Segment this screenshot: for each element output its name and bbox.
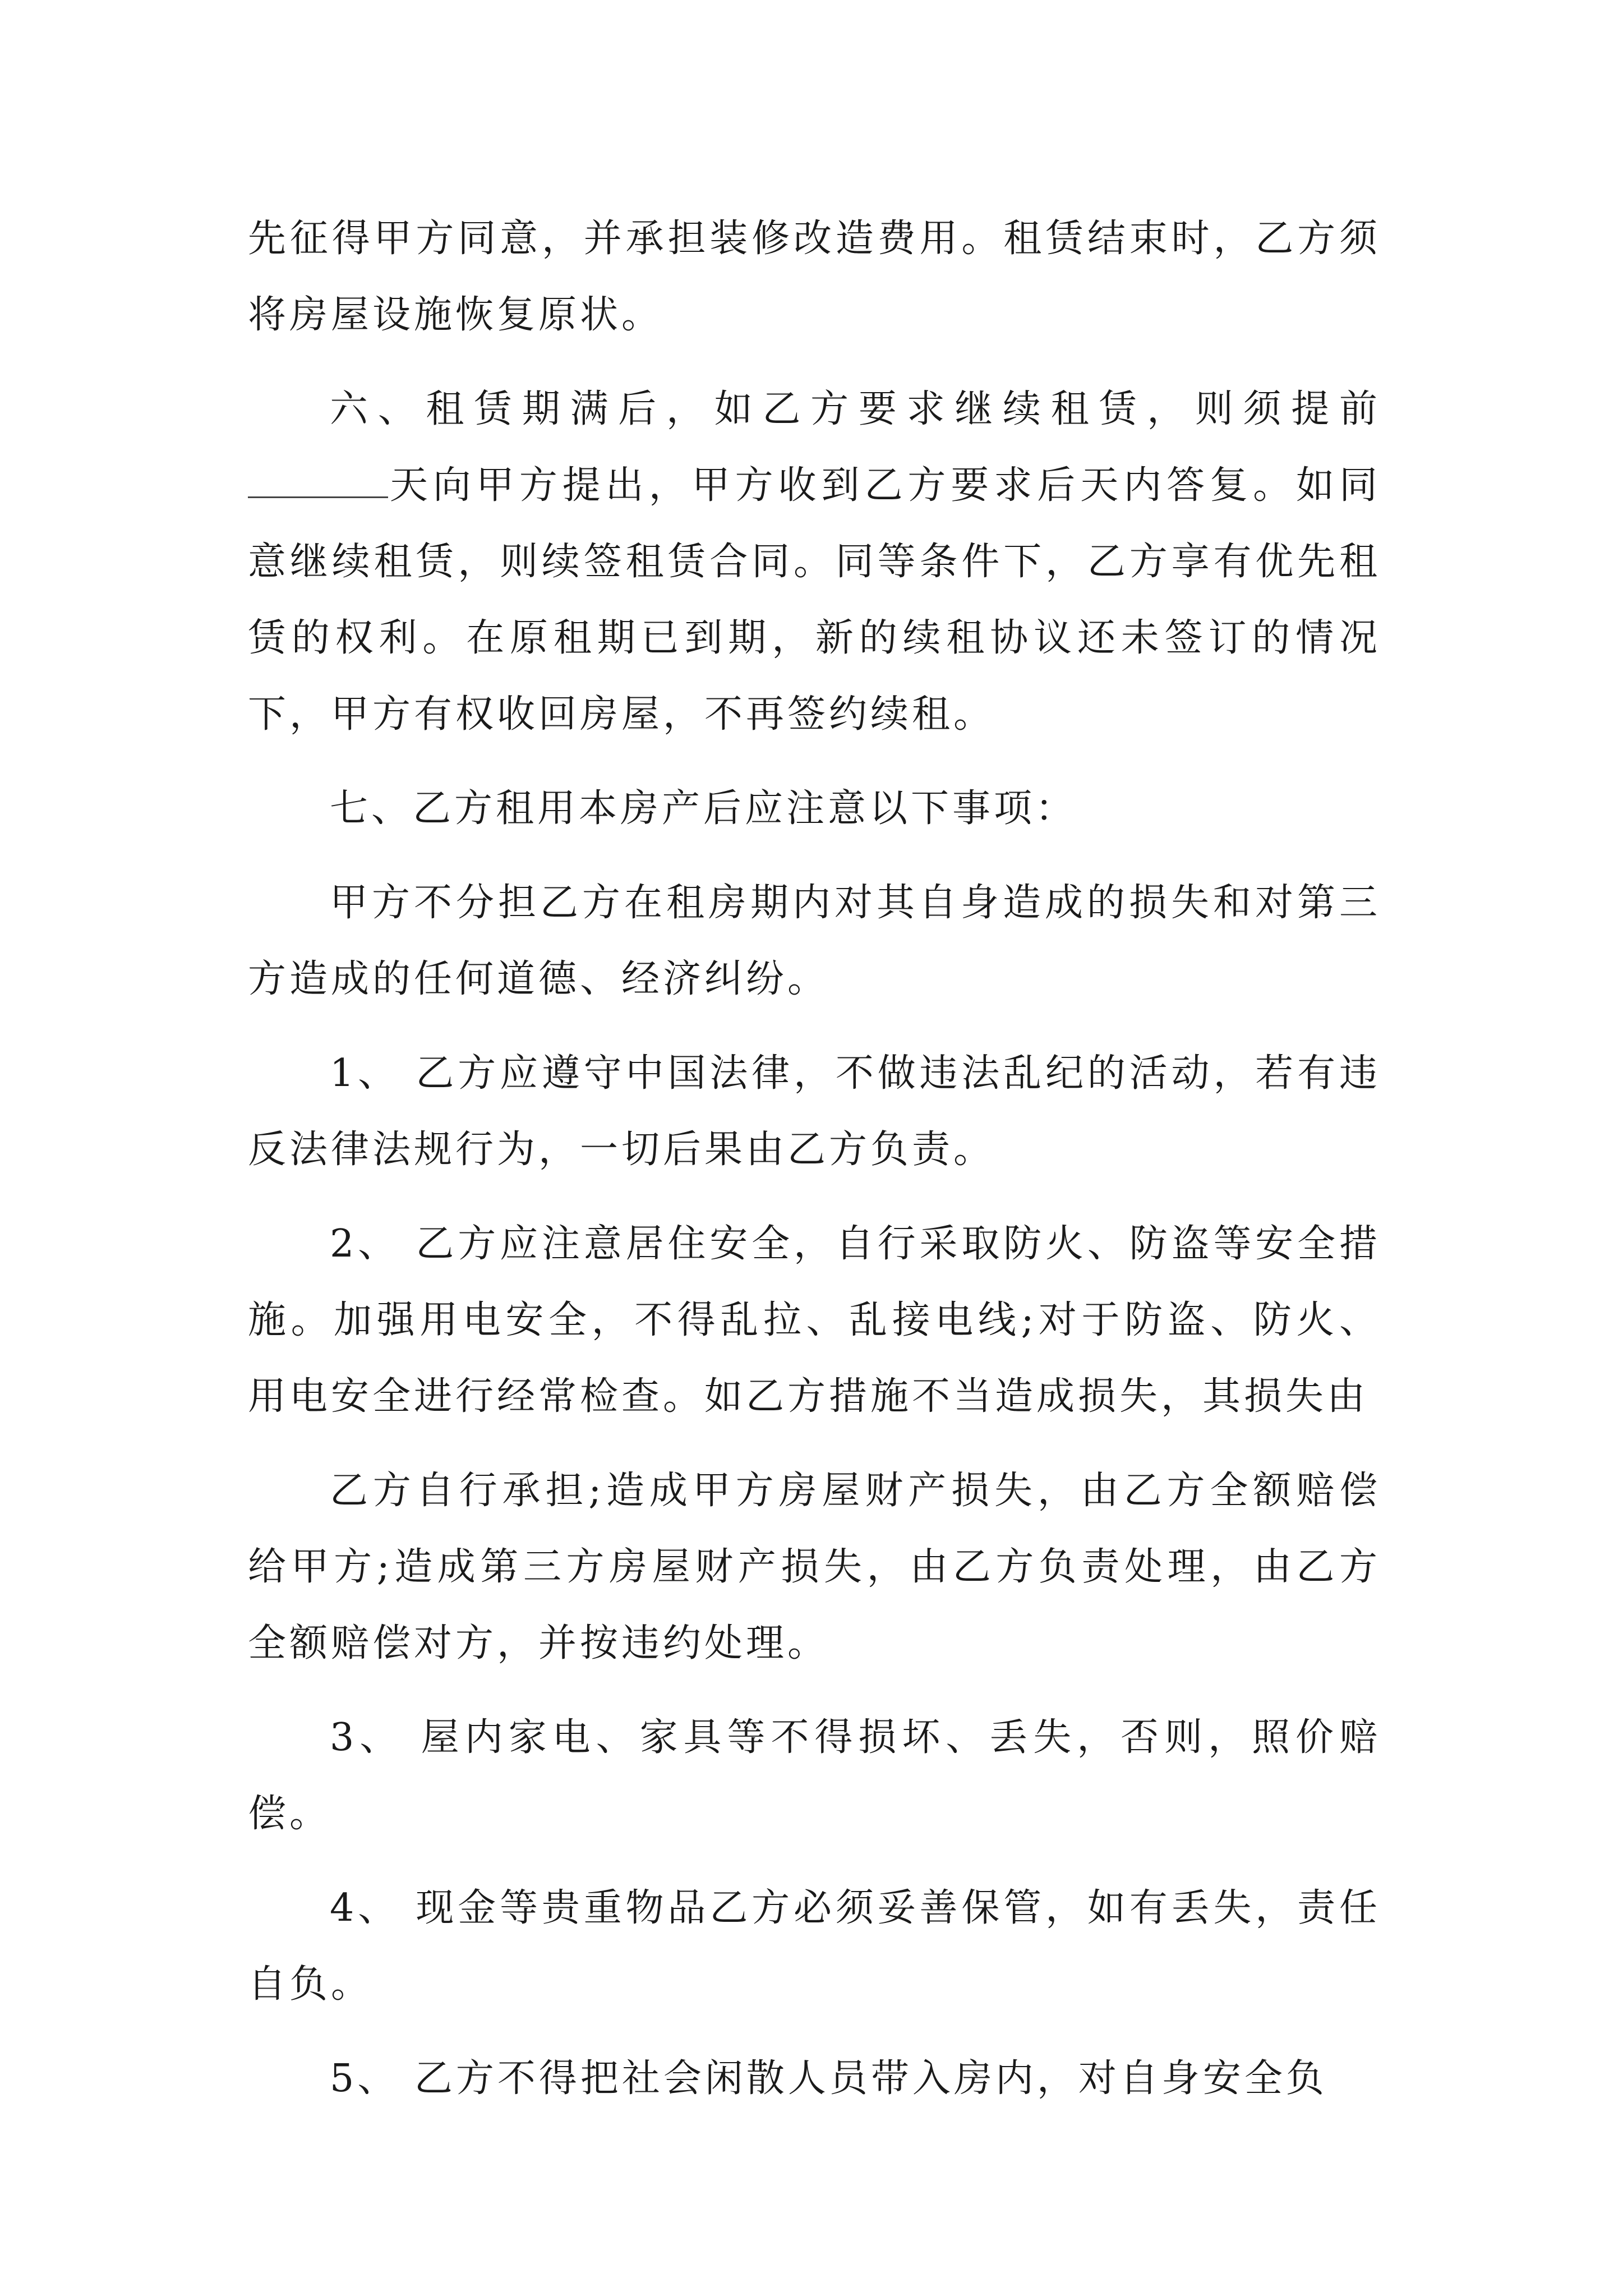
fill-in-blank-days xyxy=(248,474,388,498)
document-body xyxy=(248,201,1381,2135)
paragraph-clause-seven: 七、乙方租用本房产后应注意以下事项： xyxy=(330,786,1077,831)
clause-six-text-start: 六、租赁期满后，如乙方要求继续租赁，则须提前 xyxy=(330,387,1381,431)
paragraph-item-4: 4、 现金等贵重物品乙方必须妥善保管，如有丢失，责任自负。 xyxy=(248,1886,1381,2007)
paragraph-item-2-continued: 乙方自行承担;造成甲方房屋财产损失，由乙方全额赔偿给甲方;造成第三方房屋财产损失，由乙方负责处理，由乙方全额赔偿对方，并按违约处理。 xyxy=(248,1469,1381,1665)
paragraph-clause-six xyxy=(248,371,1381,753)
paragraph-item-3: 3、 屋内家电、家具等不得损坏、丢失，否则，照价赔偿。 xyxy=(248,1715,1381,1836)
paragraph-item-1: 1、 乙方应遵守中国法律，不做违法乱纪的活动，若有违反法律法规行为，一切后果由乙方负责。 xyxy=(248,1051,1381,1172)
clause-six-text-end: 天向甲方提出，甲方收到乙方要求后天内答复。如同意继续租赁，则续签租赁合同。同等条件下，乙方享有优先租赁的权利。在原租期已到期，新的续租协议还未签订的情况下，甲方有权收回房屋，不再签约续租。 xyxy=(248,463,1381,737)
paragraph-disclaimer: 甲方不分担乙方在租房期内对其自身造成的损失和对第三方造成的任何道德、经济纠纷。 xyxy=(248,881,1381,1001)
paragraph-item-2: 2、 乙方应注意居住安全，自行采取防火、防盗等安全措施。加强用电安全，不得乱拉、乱接电线;对于防盗、防火、用电安全进行经常检查。如乙方措施不当造成损失，其损失由 xyxy=(248,1222,1381,1419)
paragraph-restore-facilities: 先征得甲方同意，并承担装修改造费用。租赁结束时，乙方须将房屋设施恢复原状。 xyxy=(248,217,1381,337)
paragraph-item-5: 5、 乙方不得把社会闲散人员带入房内，对自身安全负 xyxy=(330,2056,1327,2101)
